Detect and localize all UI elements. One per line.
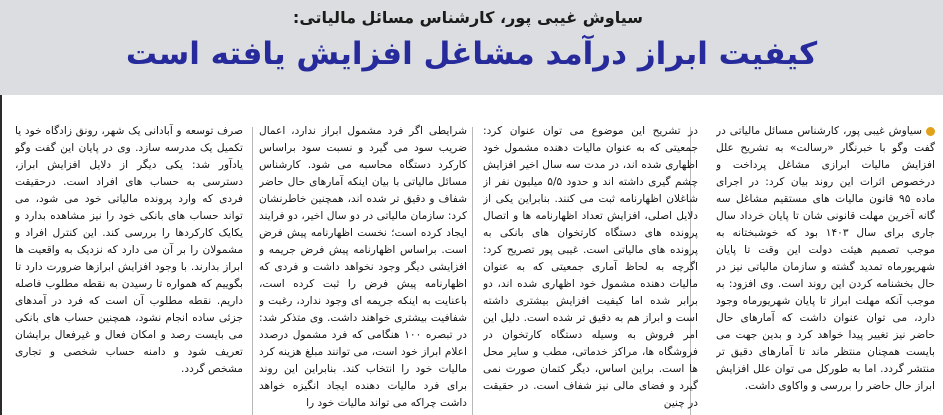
text-column-2 bbox=[483, 123, 698, 415]
article-headline: کیفیت ابراز درآمد مشاغل افزایش یافته است bbox=[125, 36, 818, 72]
column-1-text: سیاوش غیبی پور، کارشناس مسائل مالیاتی در گفت وگو با خبرنگار «رسالت» به تشریح علل افزایش مالیات ابرازی مشاغل پرداخت و درخصوص اثرات این روند بیان کرد: در اجرای ماده ۹۵ قانون مالیات های مستقیم مشاغل سه گانه آخرین مهلت قانونی شان تا پایان خرداد سال جاری برای سال ۱۴۰۳ بود که خوشبختانه به موجب تصمیم هیئت دولت این وقت تا پایان شهریورماه تمدید گشته و سازمان مالیاتی نیز در حال بخشنامه کردن این روند است. وی افزود: به موجب آنکه مهلت ابراز تا پایان شهریورماه وجود دارد، می توان عنوان داشت که آمارهای حال حاضر نیز تغییر پیدا خواهد کرد و بدین جهت می بایست همچنان منتظر ماند تا آمارهای دقیق تر منتشر گردد. اما به طورکل می توان علل افزایش ابراز حال حاضر را بررسی و واکاوی داشت. bbox=[716, 125, 935, 392]
column-4-text: صرف توسعه و آبادانی یک شهر، رونق زادگاه خود یا تکمیل یک مدرسه سازد. وی در پایان این گفت وگو یادآور شد: یکی دیگر از دلایل افزایش ابراز، دسترسی به حساب های افراد است. درحقیقت فردی که وارد پرونده مالیاتی خود می شود، می تواند حساب های بانکی خود را نیز مشاهده بدارد و یکایک کارکردها را بررسی کند. این کنترل افراد و مشمولان را بر آن می دارد که نزدیک به واقعیت ها ابراز بدارند. با وجود افزایش ابرازها ضرورت دارد تا بگوییم که همواره تا رسیدن به نقطه مطلوب فاصله داریم. نقطه مطلوب آن است که فرد در آمدهای جزئی ساده انجام نشود، همچنین حساب های بانکی می بایست رصد و امکان فعال و غیرفعال برایشان تعریف شود و دامنه حساب شخصی و تجاری مشخص گردد. bbox=[15, 125, 243, 375]
article-header bbox=[0, 0, 943, 95]
column-3-text: شرایطی اگر فرد مشمول ابراز ندارد، اعمال ضریب سود می گیرد و نسبت سود براساس کارکرد دستگاه محاسبه می شود. کارشناس مسائل مالیاتی با بیان اینکه آمارهای حال حاضر شفاف و دقیق تر شده اند، همچنین خاطرنشان کرد: سازمان مالیاتی در دو سال اخیر، دو فرایند ایجاد کرده است؛ نخست اظهارنامه پیش فرض است. براساس اظهارنامه پیش فرض جریمه و افزایشی دیگر وجود نخواهد داشت و فردی که اظهارنامه پیش فرض را ثبت کرده است، باعنایت به اینکه جریمه ای وجود ندارد، رغبت و شفافیت بیشتری خواهند داشت. وی متذکر شد: در تبصره ۱۰۰ هنگامی که فرد مشمول درصدد اعلام ابراز خود است، می توانند مبلغ هزینه کرد مالیات خود را انتخاب کند. بنابراین این روند برای فرد مالیات دهنده ایجاد انگیزه خواهد داشت چراکه می تواند مالیات خود را bbox=[259, 125, 467, 409]
bullet-icon bbox=[926, 127, 935, 136]
text-column-3 bbox=[259, 123, 467, 415]
column-divider bbox=[472, 127, 473, 415]
text-column-1 bbox=[716, 123, 935, 415]
article-subtitle: سیاوش غیبی پور، کارشناس مسائل مالیاتی: bbox=[292, 8, 643, 27]
text-column-4 bbox=[15, 123, 243, 415]
column-2-text: در تشریح این موضوع می توان عنوان کرد: جمعیتی که به عنوان مالیات دهنده مشمول خود اظهاری شده اند، در مدت سه سال اخیر افزایش چشم گیری داشته اند و حدود ۵/۵ میلیون نفر از شاغلان اظهارنامه ثبت می کنند. بنابراین یکی از دلایل اصلی، افزایش تعداد اظهارنامه ها و اتصال پرونده های دستگاه کارتخوان های بانکی به پرونده های مالیاتی است. غیبی پور تصریح کرد: اگرچه به لحاظ آماری جمعیتی که به عنوان مالیات دهنده مشمول خود اظهاری شده اند، دو برابر شده اما کیفیت افزایش بیشتری داشته است و ابراز هم به دقیق تر شده است. دلیل این امر فروش به وسیله دستگاه کارتخوان در فروشگاه ها، مراکز خدماتی، مطب و سایر محل ها است. براین اساس، دیگر کتمان صورت نمی گیرد و فضای مالی نیز شفاف است. در حقیقت در چنین bbox=[483, 125, 698, 409]
column-divider bbox=[252, 127, 253, 415]
article-body bbox=[0, 95, 943, 415]
